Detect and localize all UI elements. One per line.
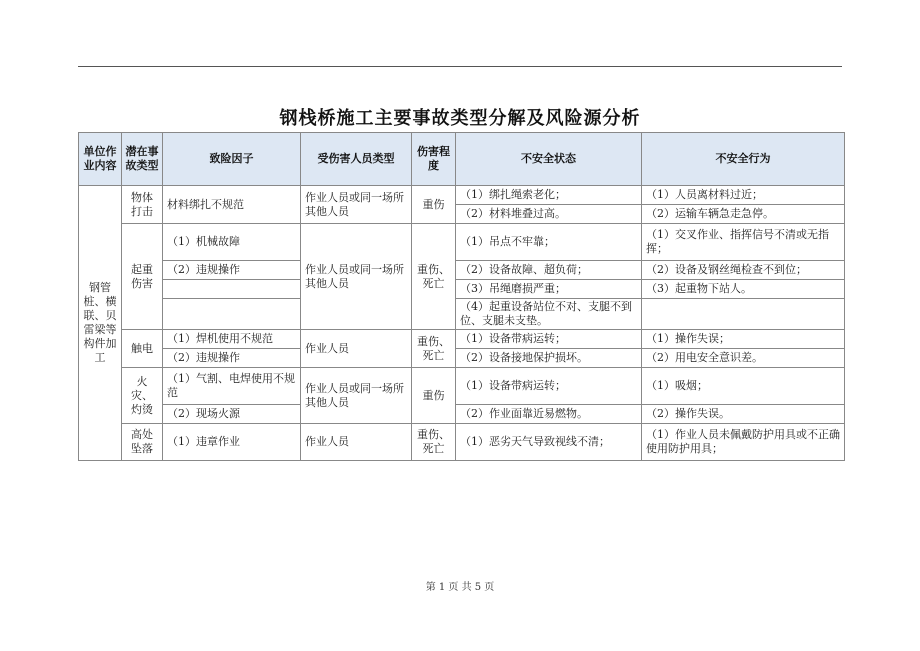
unsafe-action-cell: （1）人员离材料过近； bbox=[642, 186, 845, 205]
unsafe-state-cell: （2）设备故障、超负荷； bbox=[456, 261, 642, 280]
factor-cell: （2）现场火源 bbox=[163, 405, 301, 424]
accident-type-cell: 起重伤害 bbox=[122, 224, 163, 330]
unsafe-action-cell: （1）吸烟； bbox=[642, 368, 845, 405]
document-title: 钢栈桥施工主要事故类型分解及风险源分析 bbox=[279, 108, 641, 129]
unsafe-state-cell: （1）恶劣天气导致视线不清； bbox=[456, 424, 642, 461]
table-row bbox=[79, 186, 845, 205]
unsafe-action-cell: （2）运输车辆急走急停。 bbox=[642, 205, 845, 224]
table-row bbox=[79, 330, 845, 349]
col-header-accident: 潜在事故类型 bbox=[122, 133, 163, 186]
section-unit-cell: 钢管桩、横联、贝雷梁等构件加工 bbox=[79, 186, 122, 461]
unsafe-action-cell: （1）操作失误； bbox=[642, 330, 845, 349]
col-header-victim: 受伤害人员类型 bbox=[301, 133, 412, 186]
table-row bbox=[79, 424, 845, 461]
factor-cell: （1）焊机使用不规范 bbox=[163, 330, 301, 349]
victim-cell: 作业人员或同一场所其他人员 bbox=[301, 186, 412, 224]
table-row bbox=[79, 405, 845, 424]
table-row bbox=[79, 368, 845, 405]
degree-cell: 重伤、死亡 bbox=[412, 224, 456, 330]
accident-type-cell: 火灾、灼烫 bbox=[122, 368, 163, 424]
degree-cell: 重伤、死亡 bbox=[412, 330, 456, 368]
factor-cell: （1）机械故障 bbox=[163, 224, 301, 261]
victim-cell: 作业人员 bbox=[301, 424, 412, 461]
header-rule bbox=[78, 66, 842, 67]
unsafe-action-cell: （1）交叉作业、指挥信号不清或无指挥； bbox=[642, 224, 845, 261]
unsafe-action-cell: （2）操作失误。 bbox=[642, 405, 845, 424]
victim-cell: 作业人员或同一场所其他人员 bbox=[301, 224, 412, 330]
page-footer: 第 1 页 共 5 页 bbox=[425, 582, 495, 593]
unsafe-action-cell: （1）作业人员未佩戴防护用具或不正确使用防护用具； bbox=[642, 424, 845, 461]
unsafe-action-cell: （2）用电安全意识差。 bbox=[642, 349, 845, 368]
col-header-unsafe-action: 不安全行为 bbox=[642, 133, 845, 186]
table-row bbox=[79, 224, 845, 261]
degree-cell: 重伤 bbox=[412, 368, 456, 424]
unsafe-state-cell: （2）作业面靠近易燃物。 bbox=[456, 405, 642, 424]
degree-cell: 重伤、死亡 bbox=[412, 424, 456, 461]
col-header-unsafe-state: 不安全状态 bbox=[456, 133, 642, 186]
victim-cell: 作业人员 bbox=[301, 330, 412, 368]
unsafe-state-cell: （1）设备带病运转； bbox=[456, 330, 642, 349]
victim-cell: 作业人员或同一场所其他人员 bbox=[301, 368, 412, 424]
col-header-degree: 伤害程度 bbox=[412, 133, 456, 186]
accident-type-cell: 高处坠落 bbox=[122, 424, 163, 461]
unsafe-state-cell: （2）设备接地保护损坏。 bbox=[456, 349, 642, 368]
factor-cell: 材料绑扎不规范 bbox=[163, 186, 301, 224]
unsafe-action-cell-empty bbox=[642, 299, 845, 330]
col-header-unit: 单位作业内容 bbox=[79, 133, 122, 186]
factor-cell-empty bbox=[163, 299, 301, 330]
col-header-factor: 致险因子 bbox=[163, 133, 301, 186]
factor-cell: （2）违规操作 bbox=[163, 349, 301, 368]
accident-type-cell: 触电 bbox=[122, 330, 163, 368]
table-row bbox=[79, 349, 845, 368]
unsafe-action-cell: （2）设备及钢丝绳检查不到位； bbox=[642, 261, 845, 280]
unsafe-state-cell: （4）起重设备站位不对、支腿不到位、支腿未支垫。 bbox=[456, 299, 642, 330]
table-row bbox=[79, 261, 845, 280]
unsafe-state-cell: （1）吊点不牢靠； bbox=[456, 224, 642, 261]
factor-cell: （1）违章作业 bbox=[163, 424, 301, 461]
degree-cell: 重伤 bbox=[412, 186, 456, 224]
factor-cell: （1）气割、电焊使用不规范 bbox=[163, 368, 301, 405]
header-row bbox=[79, 133, 845, 186]
unsafe-state-cell: （3）吊绳磨损严重； bbox=[456, 280, 642, 299]
unsafe-state-cell: （1）绑扎绳索老化； bbox=[456, 186, 642, 205]
unsafe-state-cell: （2）材料堆叠过高。 bbox=[456, 205, 642, 224]
unsafe-action-cell: （3）起重物下站人。 bbox=[642, 280, 845, 299]
risk-table bbox=[78, 132, 845, 461]
accident-type-cell: 物体打击 bbox=[122, 186, 163, 224]
factor-cell-empty bbox=[163, 280, 301, 299]
table-row bbox=[79, 280, 845, 299]
unsafe-state-cell: （1）设备带病运转； bbox=[456, 368, 642, 405]
factor-cell: （2）违规操作 bbox=[163, 261, 301, 280]
